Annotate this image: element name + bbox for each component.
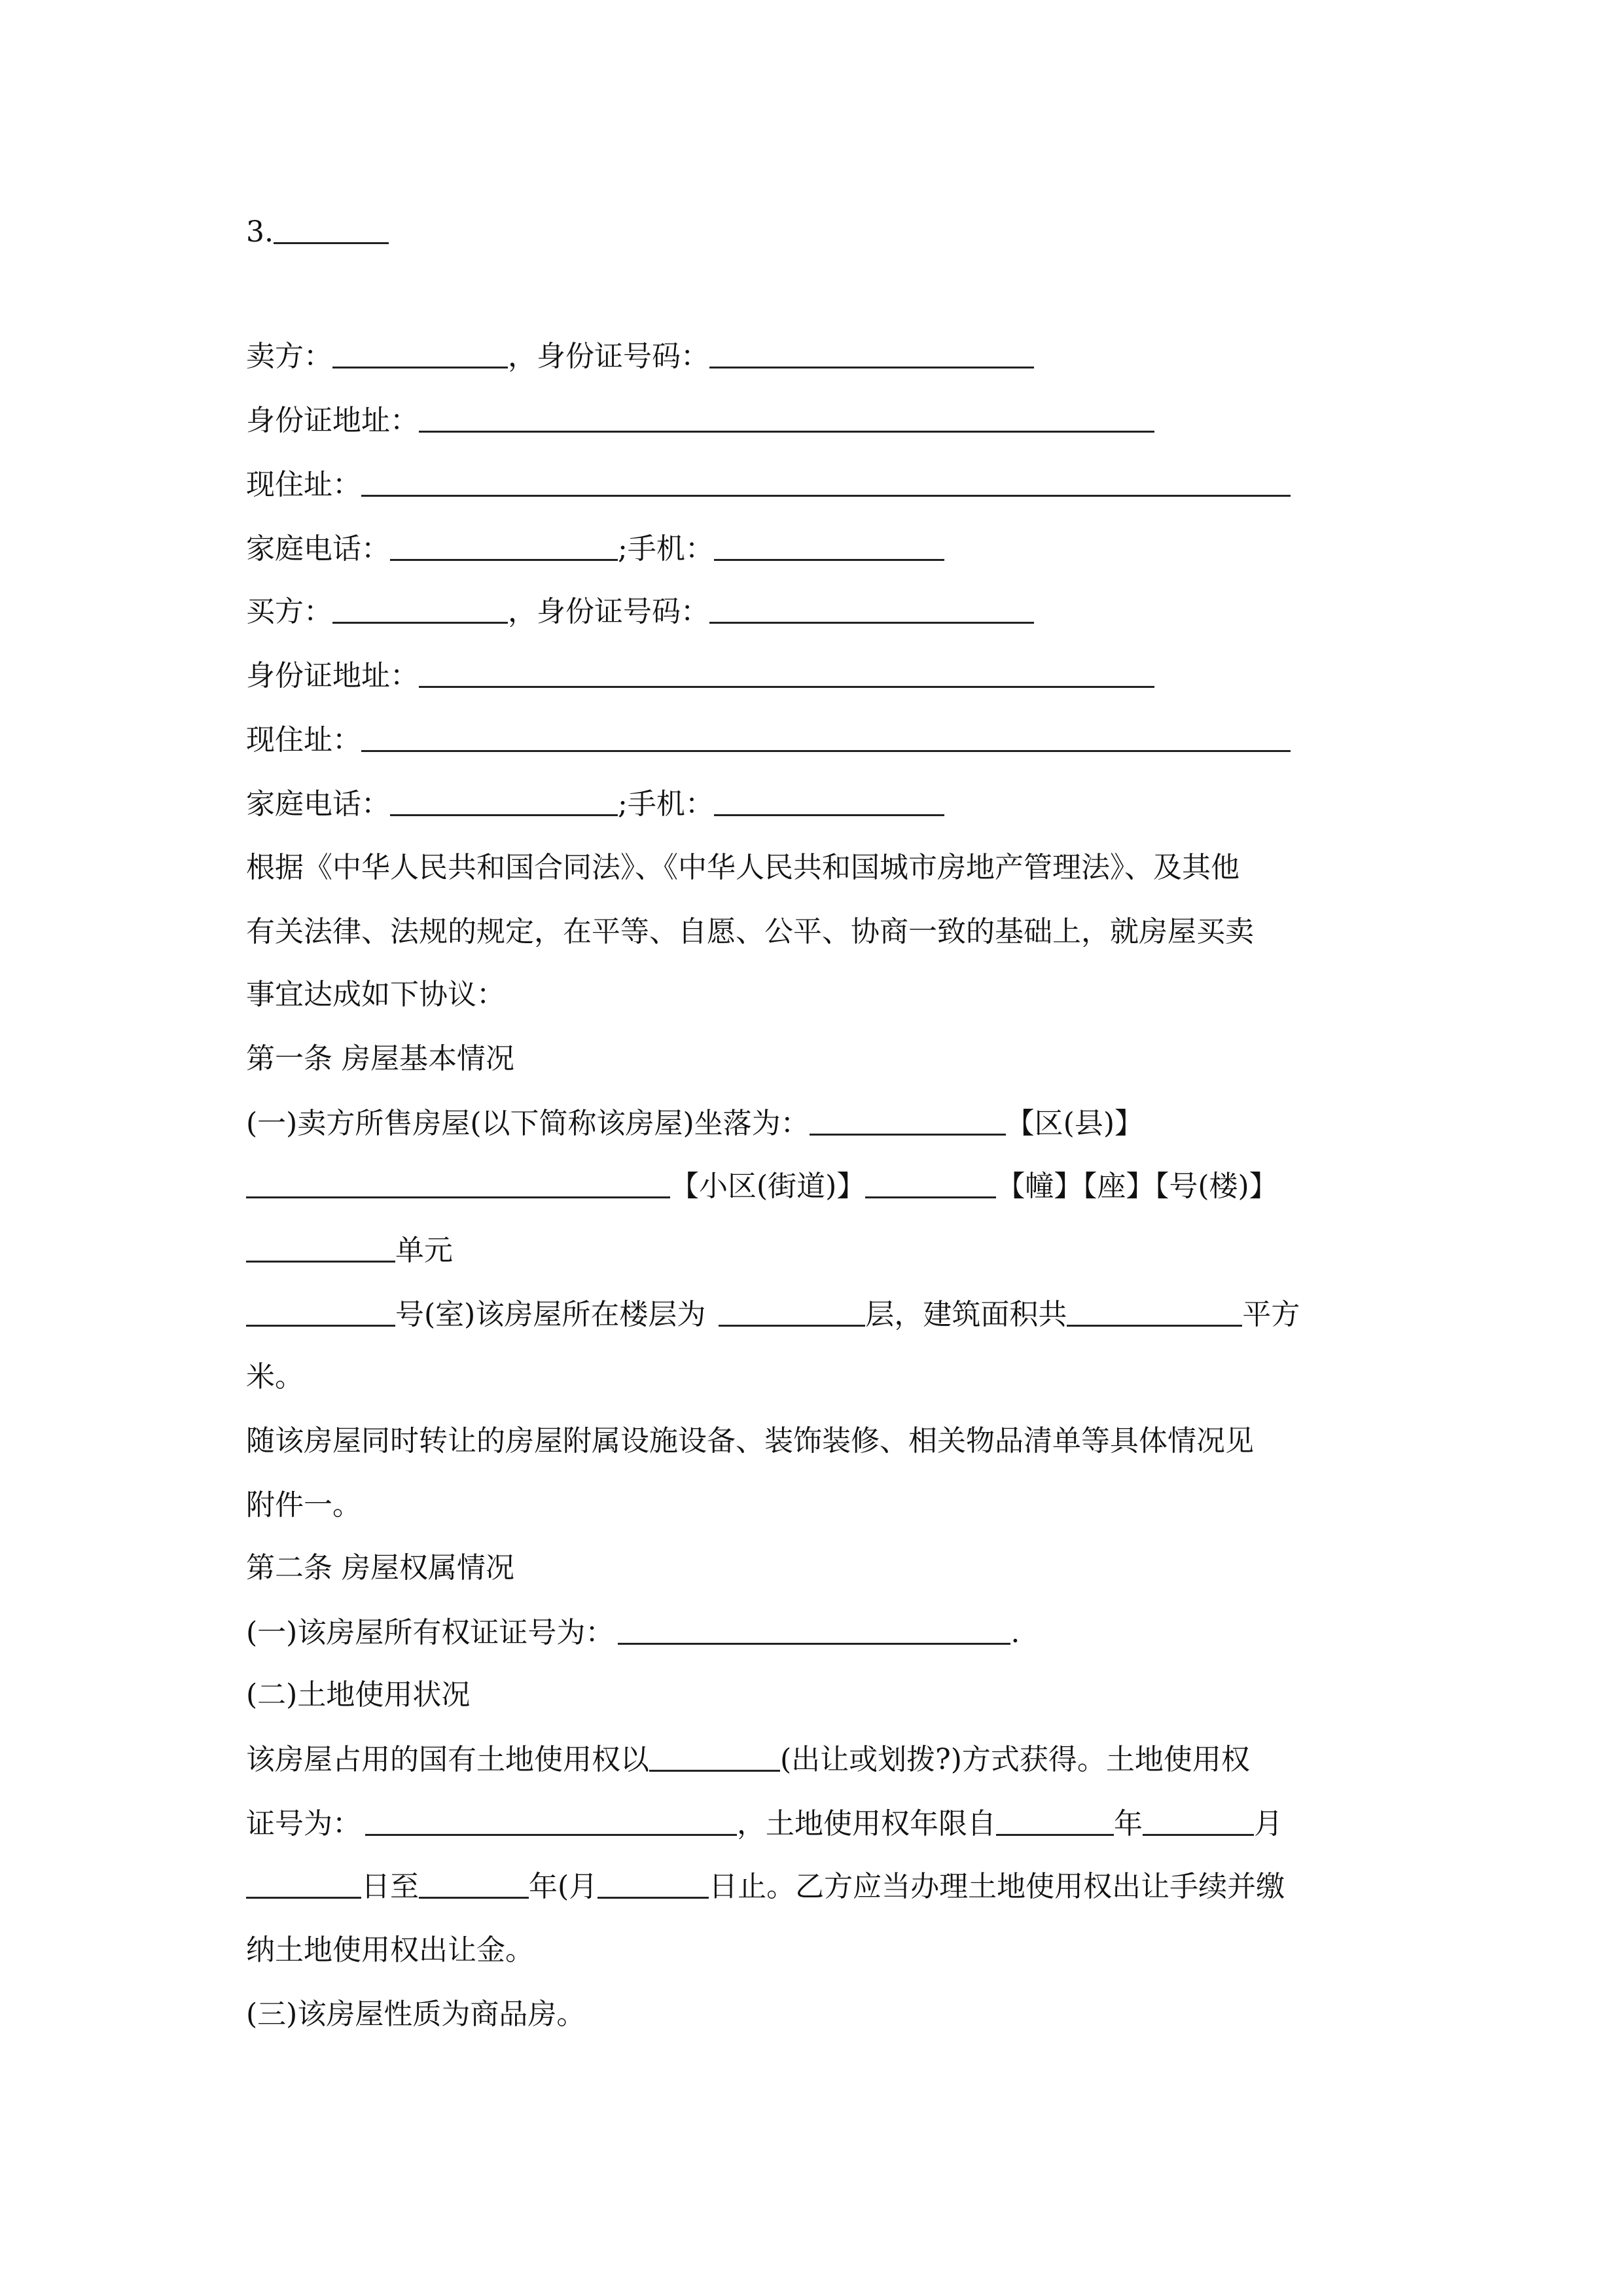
buyer-name-blank[interactable] — [332, 592, 508, 624]
room-blank[interactable] — [246, 1295, 395, 1327]
end-year-blank[interactable] — [419, 1867, 529, 1899]
community-blank[interactable] — [246, 1166, 670, 1198]
article2-item2: (二)土地使用状况 — [246, 1678, 471, 1712]
land-line-1 — [246, 1740, 1250, 1779]
article1-location-line — [246, 1166, 1278, 1206]
floor-blank[interactable] — [719, 1295, 865, 1327]
seller-id-blank[interactable] — [709, 336, 1034, 368]
preamble-line-2: 有关法律、法规的规定，在平等、自愿、公平、协商一致的基础上，就房屋买卖 — [246, 915, 1254, 948]
district-blank[interactable] — [810, 1103, 1006, 1136]
buyer-id-blank[interactable] — [709, 592, 1034, 624]
article2-item1-line — [246, 1613, 1020, 1652]
article1-title: 第一条 房屋基本情况 — [246, 1042, 514, 1075]
building-label: 【幢】【座】【号(楼)】 — [996, 1170, 1278, 1203]
unit-blank[interactable] — [246, 1230, 395, 1263]
article2-item3: (三)该房屋性质为商品房。 — [246, 1998, 586, 2031]
start-year-label: 年 — [1114, 1807, 1143, 1840]
article2-item1-end: . — [1010, 1616, 1020, 1649]
start-month-blank[interactable] — [1143, 1804, 1254, 1836]
buyer-id-address-line — [246, 656, 1154, 695]
seller-name-blank[interactable] — [332, 336, 508, 368]
preamble-line-1: 根据《中华人民共和国合同法》、《中华人民共和国城市房地产管理法》、及其他 — [246, 851, 1240, 884]
land-line-4: 纳土地使用权出让金。 — [246, 1933, 534, 1967]
attachment-line-1: 随该房屋同时转让的房屋附属设施设备、装饰装修、相关物品清单等具体情况见 — [246, 1424, 1254, 1458]
unit-line — [246, 1230, 453, 1270]
day-to-label: 日至 — [361, 1870, 419, 1903]
sqm-end-line: 米。 — [246, 1360, 304, 1393]
land-line-2 — [246, 1804, 1283, 1843]
buyer-phone-line — [246, 784, 944, 823]
buyer-mobile-label: ;手机： — [618, 787, 714, 821]
seller-id-address-label: 身份证地址： — [246, 404, 419, 437]
buyer-home-phone-blank[interactable] — [390, 784, 618, 816]
heading-blank[interactable] — [274, 212, 389, 244]
seller-phone-line — [246, 529, 944, 568]
sqm-label: 平方 — [1242, 1298, 1300, 1331]
article1-item1-line — [246, 1103, 1143, 1143]
article2-title: 第二条 房屋权属情况 — [246, 1551, 514, 1585]
seller-mobile-blank[interactable] — [714, 529, 944, 561]
seller-home-phone-blank[interactable] — [390, 529, 618, 561]
seller-current-address-label: 现住址： — [246, 468, 361, 501]
seller-current-address-line — [246, 465, 1291, 504]
seller-mobile-label: ;手机： — [618, 532, 714, 565]
preamble-line-3: 事宜达成如下协议： — [246, 978, 505, 1011]
start-year-blank[interactable] — [996, 1804, 1114, 1836]
land-line-2-prefix: 证号为： — [246, 1807, 361, 1840]
buyer-label: 买方： — [246, 595, 332, 628]
buyer-line — [246, 592, 1034, 631]
ownership-cert-blank[interactable] — [618, 1613, 1010, 1645]
end-day-blank[interactable] — [597, 1867, 709, 1899]
land-line-1-prefix: 该房屋占用的国有土地使用权以 — [246, 1743, 649, 1776]
buyer-id-label: ，身份证号码： — [508, 595, 709, 628]
seller-id-label: ，身份证号码： — [508, 340, 709, 373]
land-line-1-suffix: (出让或划拨?)方式获得。土地使用权 — [780, 1743, 1250, 1776]
land-line-3 — [246, 1867, 1285, 1906]
district-label: 【区(县)】 — [1005, 1107, 1144, 1140]
land-acquisition-blank[interactable] — [649, 1740, 780, 1772]
buyer-current-address-line — [246, 720, 1291, 759]
seller-label: 卖方： — [246, 340, 332, 373]
start-month-label: 月 — [1254, 1807, 1283, 1840]
land-line-3-suffix: 日止。乙方应当办理土地使用权出让手续并缴 — [709, 1870, 1285, 1903]
year-month-label: 年(月 — [529, 1870, 598, 1903]
land-line-2-mid: ，土地使用权年限自 — [737, 1807, 996, 1840]
buyer-mobile-blank[interactable] — [714, 784, 944, 816]
community-label: 【小区(街道)】 — [670, 1170, 866, 1203]
seller-home-phone-label: 家庭电话： — [246, 532, 390, 565]
attachment-line-2: 附件一。 — [246, 1488, 361, 1522]
area-blank[interactable] — [1067, 1295, 1242, 1327]
room-label: 号(室)该房屋所在楼层为 — [395, 1298, 706, 1331]
floor-label: 层，建筑面积共 — [865, 1298, 1067, 1331]
buyer-id-address-blank[interactable] — [419, 656, 1154, 688]
building-blank[interactable] — [865, 1166, 996, 1198]
buyer-current-address-label: 现住址： — [246, 723, 361, 757]
buyer-home-phone-label: 家庭电话： — [246, 787, 390, 821]
buyer-current-address-blank[interactable] — [361, 720, 1291, 752]
unit-label: 单元 — [395, 1234, 453, 1267]
buyer-id-address-label: 身份证地址： — [246, 659, 419, 692]
article1-item1-prefix: (一)卖方所售房屋(以下简称该房屋)坐落为： — [246, 1107, 810, 1140]
seller-id-address-blank[interactable] — [419, 401, 1154, 433]
seller-current-address-blank[interactable] — [361, 465, 1291, 497]
article2-item1-label: (一)该房屋所有权证证号为： — [246, 1616, 615, 1649]
heading-line — [246, 212, 389, 251]
seller-id-address-line — [246, 401, 1154, 440]
room-line — [246, 1295, 1300, 1334]
start-day-blank[interactable] — [246, 1867, 361, 1899]
seller-line — [246, 336, 1034, 376]
heading-number: 3. — [246, 215, 274, 249]
land-cert-blank[interactable] — [365, 1804, 737, 1836]
